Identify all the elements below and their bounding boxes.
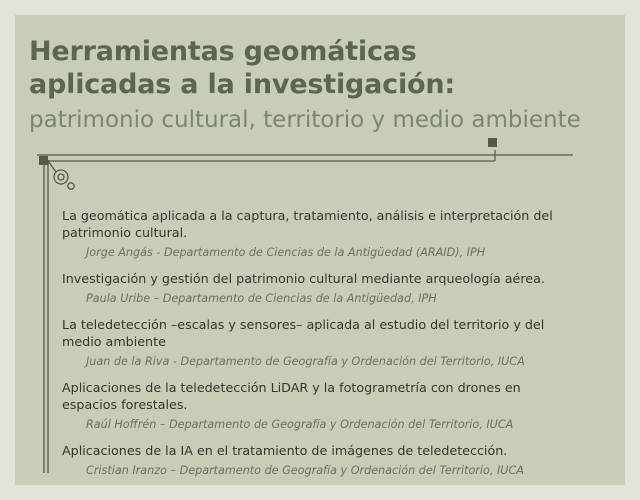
ornament-square-right xyxy=(488,138,497,147)
talk-title: La teledetección –escalas y sensores– aplicada al estudio del territorio y del medio ambiente xyxy=(62,317,545,349)
title-line: aplicadas a la investigación: xyxy=(29,69,455,100)
talk-item xyxy=(62,270,572,306)
title-line: Herramientas geomáticas xyxy=(29,36,417,67)
talk-item xyxy=(62,379,572,432)
talk-speaker: Paula Uribe – Departamento de Ciencias de la Antigüedad, IPH xyxy=(86,292,437,305)
talk-title: La geomática aplicada a la captura, tratamiento, análisis e interpretación del patrimonio cultural. xyxy=(62,208,553,240)
talk-speaker: Jorge Angás - Departamento de Ciencias de la Antigüedad (ARAID), IPH xyxy=(86,246,486,259)
ornament-square-left xyxy=(39,156,48,165)
ornament-diagonal xyxy=(48,161,56,172)
talk-list xyxy=(62,207,572,488)
talk-speaker: Juan de la Riva - Departamento de Geografía y Ordenación del Territorio, IUCA xyxy=(86,355,525,368)
talk-speaker: Raúl Hoffrén – Departamento de Geografía y Ordenación del Territorio, IUCA xyxy=(86,418,514,431)
slide-subtitle: patrimonio cultural, territorio y medio ambiente xyxy=(29,107,581,133)
talk-title: Aplicaciones de la teledetección LiDAR y la fotogrametría con drones en espacios forestales. xyxy=(62,380,521,412)
talk-item xyxy=(62,316,572,369)
talk-item xyxy=(62,207,572,260)
ornament-ring xyxy=(54,170,68,184)
ornament-ring-small xyxy=(68,183,74,189)
talk-item xyxy=(62,442,572,478)
talk-title: Aplicaciones de la IA en el tratamiento de imágenes de teledetección. xyxy=(62,443,508,458)
slide-panel xyxy=(15,15,625,485)
ornament-ring-inner xyxy=(58,174,64,180)
talk-title: Investigación y gestión del patrimonio cultural mediante arqueología aérea. xyxy=(62,271,545,286)
talk-speaker: Cristian Iranzo – Departamento de Geografía y Ordenación del Territorio, IUCA xyxy=(86,464,524,477)
